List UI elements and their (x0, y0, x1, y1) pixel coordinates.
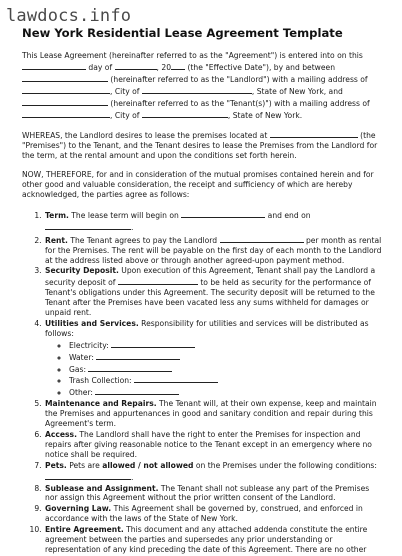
deposit-clause: 3. Security Deposit. Upon execution of this Agreement, Tenant shall pay the Landlord a security deposit of to be held as security for the performance of Tenant's obligations under this Agreement. The security deposit will be returned to the Tenant after the Premises have been vacated less any sums withheld for damages or unpaid rent. (44, 266, 384, 318)
rent-amount-blank[interactable] (220, 234, 304, 243)
gas-blank[interactable] (88, 363, 172, 372)
landlord-city-blank[interactable] (142, 85, 252, 94)
utility-item: ◦ Gas: (69, 363, 384, 375)
landlord-name-blank[interactable] (22, 73, 108, 82)
sublease-clause: 8. Sublease and Assignment. The Tenant shall not sublease any part of the Premises nor assign this Agreement without the prior written consent of the Landlord. (44, 484, 384, 504)
landlord-address-blank[interactable] (22, 85, 110, 94)
intro-paragraph: This Lease Agreement (hereinafter referred to as the "Agreement") is entered into on this day of , 20 (the "Effective Date"), by and between (hereinafter referred to as the "Landlord") with a mailing address of , City of , State of New York, and (hereinafter referred to as the "Tenant(s)") with a mailing address of , City of , State of New York. (22, 51, 370, 120)
water-blank[interactable] (96, 351, 180, 360)
trash-collection-blank[interactable] (134, 374, 218, 383)
utility-item: ◦ Other: (69, 386, 384, 398)
pet-conditions-blank[interactable] (45, 471, 131, 480)
agreement-body (22, 51, 384, 556)
premises-address-blank[interactable] (270, 129, 358, 138)
year-blank[interactable] (171, 61, 185, 70)
terms-list (22, 209, 384, 555)
day-blank[interactable] (22, 61, 86, 70)
site-name: lawdocs.info (6, 6, 132, 26)
governing-law-clause: 9. Governing Law. This Agreement shall be governed by, construed, and enforced in accordance with the laws of the State of New York. (44, 504, 384, 524)
utility-item: ◦ Electricity: (69, 339, 384, 351)
entire-agreement-clause: 10. Entire Agreement. This document and any attached addenda constitute the entire agreement between the parties and supersedes any prior understanding or representation of any kind preceding the date of this Agreement. There are no other (44, 525, 384, 555)
tenant-address-blank[interactable] (22, 109, 110, 118)
tenant-city-blank[interactable] (142, 109, 228, 118)
term-start-blank[interactable] (181, 209, 265, 218)
tenant-name-blank[interactable] (22, 97, 108, 106)
term-end-blank[interactable] (45, 221, 131, 230)
access-clause: 6. Access. The Landlord shall have the right to enter the Premises for inspection and repairs after giving reasonable notice to the Tenant except in an emergency where no notice shall be required. (44, 430, 384, 460)
utility-item: ◦ Trash Collection: (69, 374, 384, 386)
term-clause: 1. Term. The lease term will begin on and end on . (44, 209, 384, 233)
utility-item: ◦ Water: (69, 351, 384, 363)
electricity-blank[interactable] (111, 339, 195, 348)
page-title: New York Residential Lease Agreement Template (22, 26, 343, 40)
utilities-list (45, 339, 384, 399)
therefore-paragraph: NOW, THEREFORE, for and in consideration of the mutual promises contained herein and for other good and valuable consideration, the receipt and sufficiency of which are hereby acknowledged, the parties agree as follows: (22, 170, 374, 199)
maintenance-clause: 5. Maintenance and Repairs. The Tenant will, at their own expense, keep and maintain the Premises and appurtenances in good and sanitary condition and repair during this Agreement's term. (44, 399, 384, 429)
pets-clause: 7. Pets. Pets are allowed / not allowed on the Premises under the following conditions: . (44, 461, 384, 483)
utilities-clause: 4. Utilities and Services. Responsibility for utilities and services will be distributed as follows: ◦ Electricity: ◦ Water: ◦ Gas: ◦ Trash Collection: ◦ Other: (44, 319, 384, 398)
month-blank[interactable] (115, 61, 157, 70)
other-utility-blank[interactable] (95, 386, 179, 395)
rent-clause: 2. Rent. The Tenant agrees to pay the Landlord per month as rental for the Premises. The rent will be payable on the first day of each month to the Landlord at the address listed above or through another agreed-upon payment method. (44, 234, 384, 266)
deposit-amount-blank[interactable] (118, 276, 198, 285)
whereas-paragraph: WHEREAS, the Landlord desires to lease the premises located at (the "Premises") to the Tenant, and the Tenant desires to lease the Premises from the Landlord for the term, at the rental amount and upon the conditions set forth herein. (22, 131, 378, 161)
